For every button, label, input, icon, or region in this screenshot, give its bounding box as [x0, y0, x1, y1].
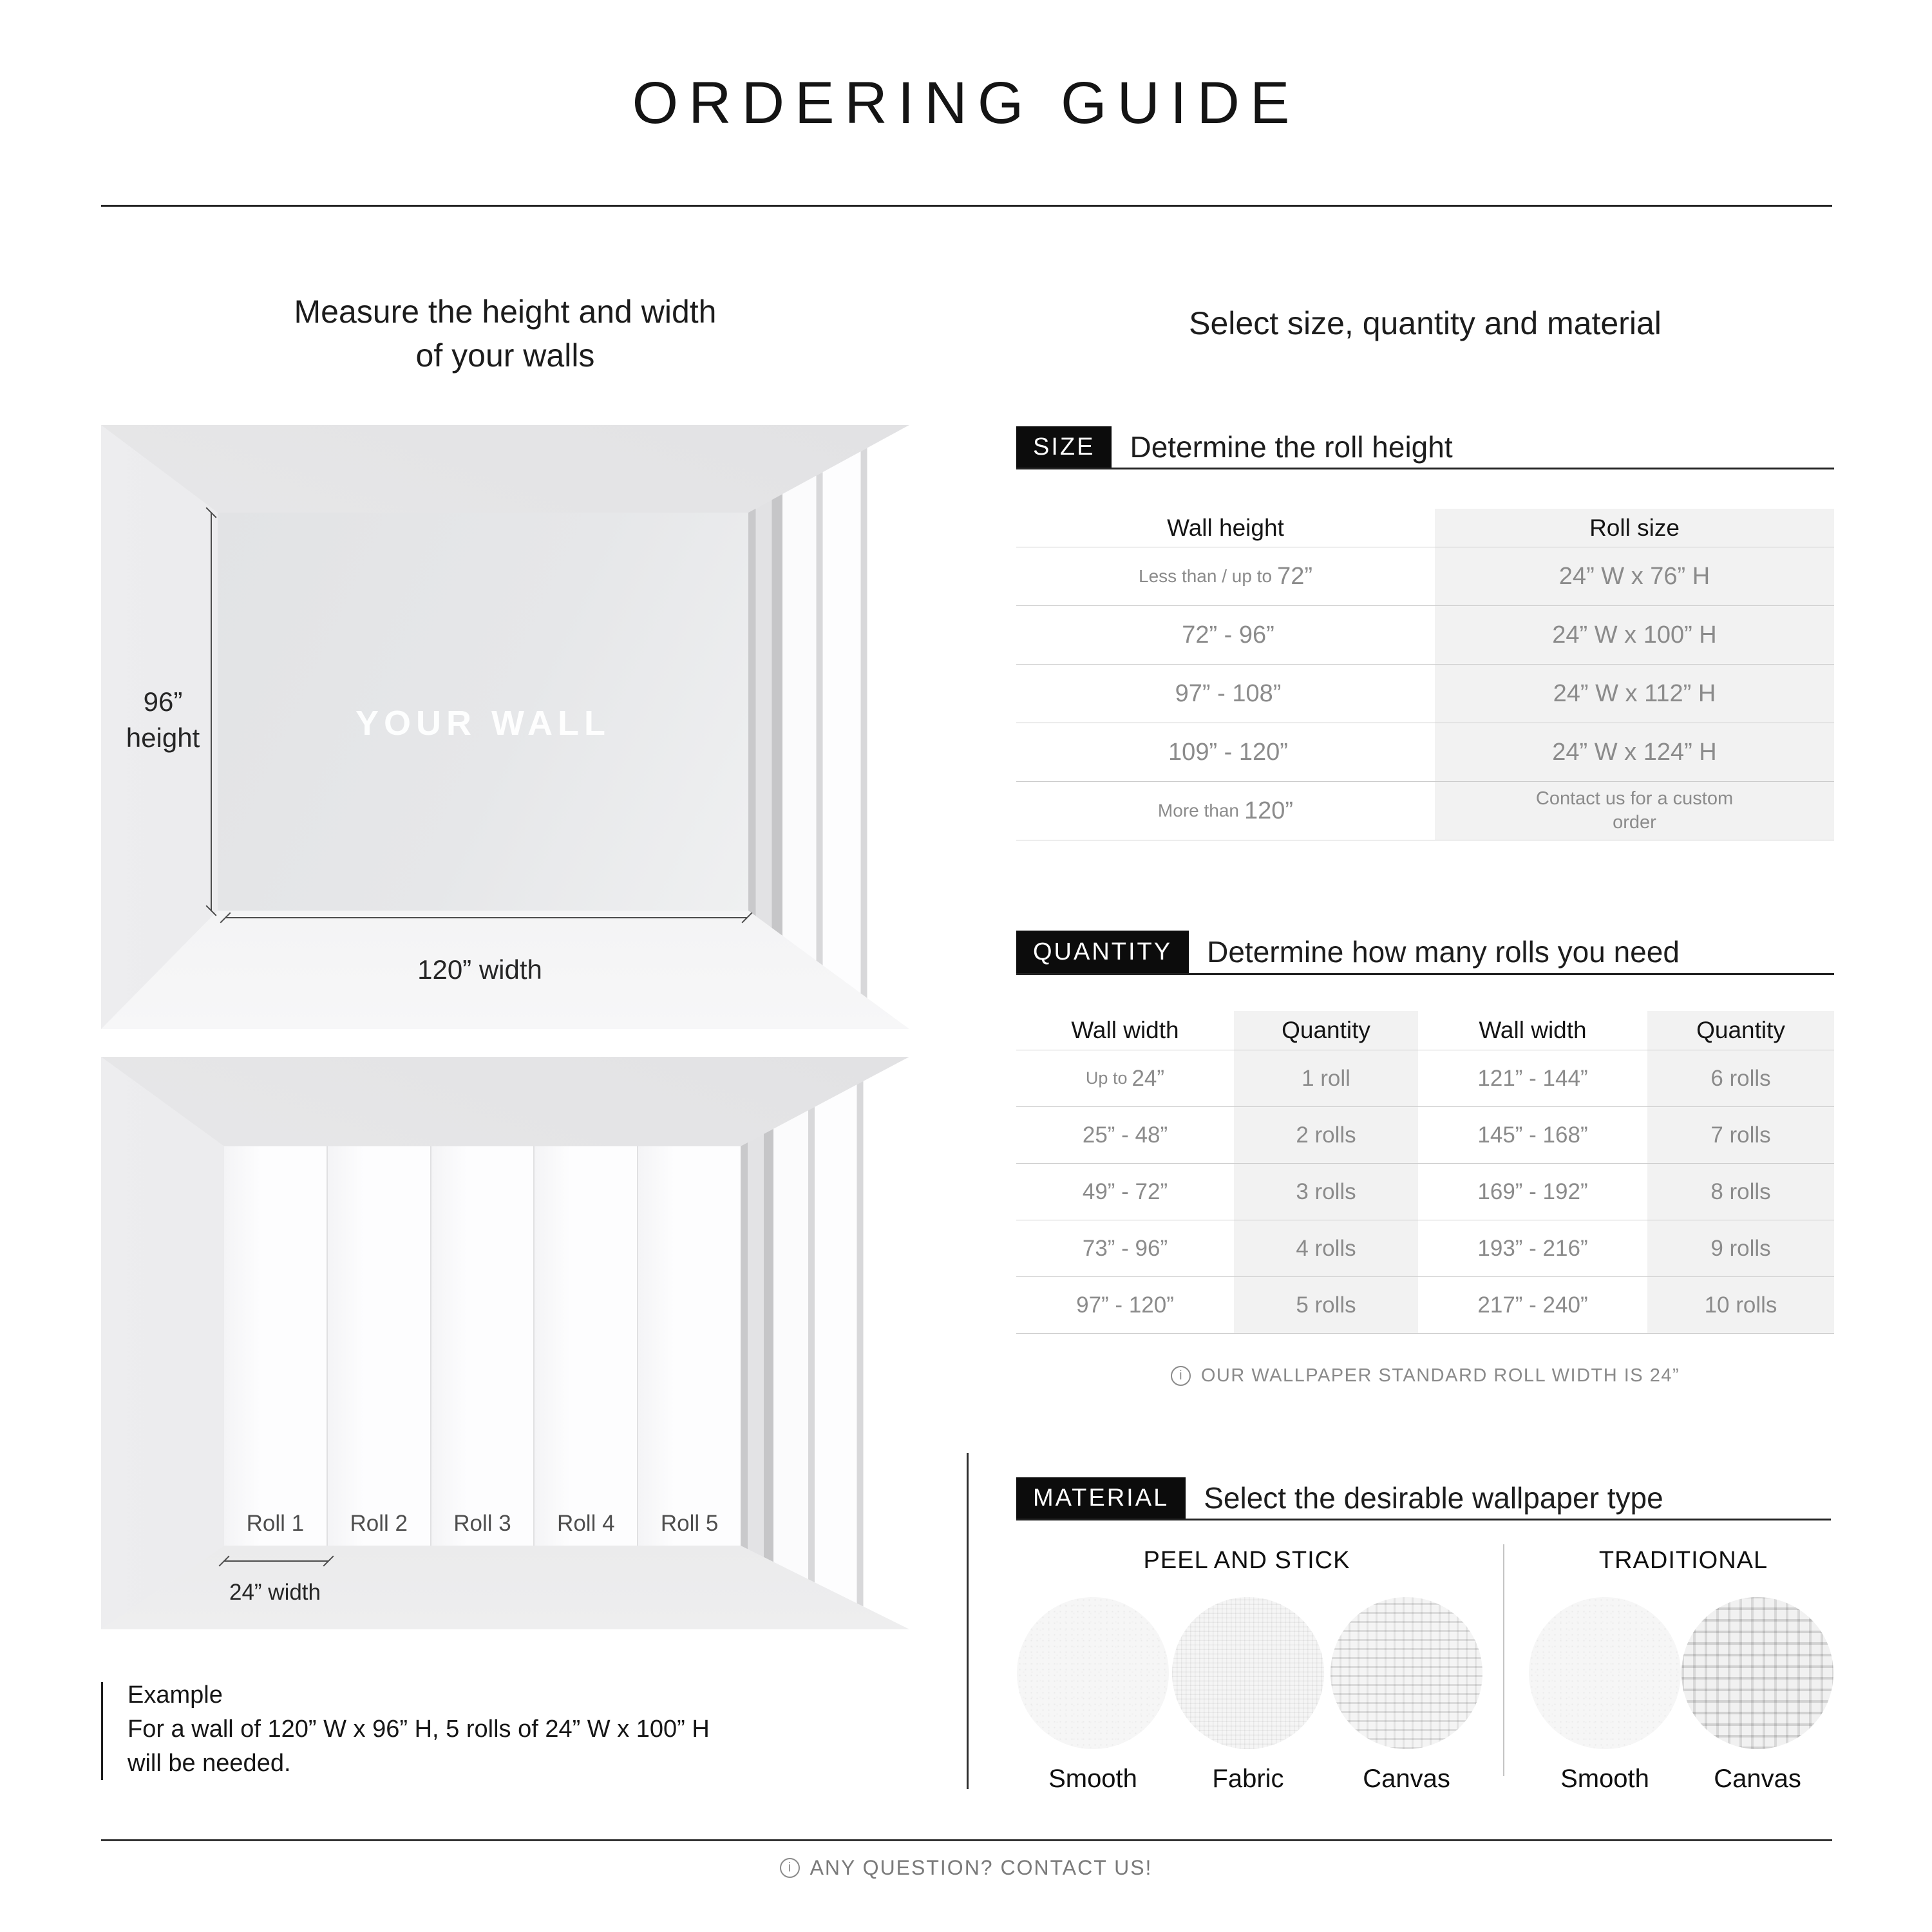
- qty-quantity-cell: 5 rolls: [1234, 1277, 1418, 1334]
- qty-wall-width-cell: 193” - 216”: [1418, 1220, 1647, 1277]
- qty-quantity-cell: 7 rolls: [1647, 1107, 1834, 1164]
- height-word: height: [126, 723, 200, 753]
- example-line1: For a wall of 120” W x 96” H, 5 rolls of 24” W x 100” H: [128, 1716, 710, 1743]
- roll-label: Roll 5: [660, 1511, 719, 1536]
- qty-col2-header: Quantity: [1282, 1017, 1370, 1043]
- swatch-label-fabric: Fabric: [1212, 1765, 1284, 1793]
- quantity-section-header: [1016, 931, 1834, 975]
- qty-col1-header: Wall width: [1071, 1017, 1179, 1043]
- qty-wall-width-cell: 49” - 72”: [1016, 1164, 1234, 1220]
- page-title: ORDERING GUIDE: [632, 70, 1300, 136]
- material-section-title: Select the desirable wallpaper type: [1204, 1481, 1663, 1515]
- roll-panel: [224, 1146, 328, 1546]
- swatch-peel-canvas: [1331, 1597, 1482, 1749]
- roll-label: Roll 4: [557, 1511, 615, 1536]
- column-divider: [967, 1453, 969, 1789]
- roll-width-note: [1016, 1365, 1834, 1387]
- size-section-header: [1016, 426, 1834, 469]
- left-heading-line1: Measure the height and width: [294, 294, 717, 330]
- size-row-roll-size: 24” W x 100” H: [1435, 606, 1834, 665]
- footer-note-text: ANY QUESTION? CONTACT US!: [810, 1856, 1153, 1879]
- left-heading-line2: of your walls: [415, 337, 595, 374]
- example-title: Example: [128, 1681, 223, 1709]
- footer-divider: [101, 1839, 1832, 1841]
- height-value: 96”: [143, 687, 183, 717]
- roll-panel: [638, 1146, 741, 1546]
- size-section-title: Determine the roll height: [1130, 430, 1453, 464]
- size-col-wall-height: Wall height: [1167, 514, 1284, 541]
- room-illustration-rolls: [101, 1057, 909, 1629]
- qty-col3-header: Wall width: [1479, 1017, 1587, 1043]
- width-dimension-label: 120” width: [417, 954, 542, 985]
- swatch-traditional-smooth: [1529, 1597, 1681, 1749]
- info-icon: [780, 1858, 800, 1878]
- peel-and-stick-label: PEEL AND STICK: [1143, 1547, 1350, 1574]
- qty-quantity-cell: 9 rolls: [1647, 1220, 1834, 1277]
- roll-width-label: 24” width: [229, 1580, 321, 1605]
- roll-label: Roll 3: [453, 1511, 511, 1536]
- right-column-heading: Select size, quantity and material: [1189, 305, 1662, 341]
- example-note: [128, 1678, 868, 1781]
- roll-label: Roll 1: [246, 1511, 305, 1536]
- width-dimension-line: [225, 917, 747, 918]
- size-row-wall-height: More than 120”: [1016, 782, 1435, 840]
- info-icon: [1171, 1366, 1191, 1386]
- size-row-wall-height: 72” - 96”: [1016, 606, 1435, 665]
- left-column-heading: [101, 290, 909, 377]
- swatch-label-smooth: Smooth: [1048, 1765, 1137, 1793]
- size-row-wall-height: 109” - 120”: [1016, 723, 1435, 782]
- swatch-label-canvas-traditional: Canvas: [1714, 1765, 1801, 1793]
- material-badge: MATERIAL: [1016, 1477, 1186, 1519]
- material-section-header: [1016, 1477, 1831, 1520]
- roll-panel-wall: [224, 1146, 741, 1546]
- quantity-badge: QUANTITY: [1016, 931, 1189, 973]
- size-table: [1016, 509, 1834, 840]
- size-badge: SIZE: [1016, 426, 1112, 468]
- traditional-label: TRADITIONAL: [1598, 1547, 1768, 1574]
- qty-quantity-cell: 1 roll: [1234, 1050, 1418, 1107]
- size-row-roll-size: 24” W x 124” H: [1435, 723, 1834, 782]
- size-row-roll-size: 24” W x 76” H: [1435, 547, 1834, 606]
- quantity-table: [1016, 1011, 1834, 1334]
- qty-wall-width-cell: 145” - 168”: [1418, 1107, 1647, 1164]
- qty-wall-width-cell: 169” - 192”: [1418, 1164, 1647, 1220]
- swatch-peel-smooth: [1017, 1597, 1169, 1749]
- swatch-traditional-canvas: [1681, 1597, 1833, 1749]
- swatch-label-smooth-traditional: Smooth: [1560, 1765, 1649, 1793]
- qty-wall-width-cell: 97” - 120”: [1016, 1277, 1234, 1334]
- qty-quantity-cell: 10 rolls: [1647, 1277, 1834, 1334]
- quantity-section-title: Determine how many rolls you need: [1207, 935, 1680, 969]
- size-row-roll-size: 24” W x 112” H: [1435, 665, 1834, 723]
- roll-width-dimension-line: [224, 1560, 328, 1562]
- footer-note: [0, 1856, 1932, 1880]
- qty-wall-width-cell: 217” - 240”: [1418, 1277, 1647, 1334]
- roll-panel: [328, 1146, 431, 1546]
- qty-quantity-cell: 8 rolls: [1647, 1164, 1834, 1220]
- qty-quantity-cell: 3 rolls: [1234, 1164, 1418, 1220]
- example-accent-bar: [101, 1682, 103, 1780]
- qty-wall-width-cell: Up to 24”: [1016, 1050, 1234, 1107]
- swatch-peel-fabric: [1172, 1597, 1324, 1749]
- roll-label: Roll 2: [350, 1511, 408, 1536]
- roll-width-note-text: OUR WALLPAPER STANDARD ROLL WIDTH IS 24”: [1200, 1365, 1680, 1386]
- size-row-wall-height: Less than / up to 72”: [1016, 547, 1435, 606]
- qty-quantity-cell: 4 rolls: [1234, 1220, 1418, 1277]
- qty-col4-header: Quantity: [1696, 1017, 1785, 1043]
- qty-wall-width-cell: 121” - 144”: [1418, 1050, 1647, 1107]
- size-row-wall-height: 97” - 108”: [1016, 665, 1435, 723]
- qty-wall-width-cell: 73” - 96”: [1016, 1220, 1234, 1277]
- height-dimension-label: [111, 684, 214, 756]
- qty-quantity-cell: 2 rolls: [1234, 1107, 1418, 1164]
- material-group-divider: [1503, 1544, 1504, 1776]
- title-divider: [101, 205, 1832, 207]
- room-illustration-measure: [101, 425, 909, 1029]
- size-col-roll-size: Roll size: [1589, 514, 1680, 541]
- swatch-label-canvas: Canvas: [1363, 1765, 1450, 1793]
- size-row-roll-size: Contact us for a custom order: [1435, 782, 1834, 840]
- qty-quantity-cell: 6 rolls: [1647, 1050, 1834, 1107]
- example-line2: will be needed.: [128, 1750, 291, 1777]
- qty-wall-width-cell: 25” - 48”: [1016, 1107, 1234, 1164]
- roll-panel: [535, 1146, 638, 1546]
- roll-panel: [431, 1146, 535, 1546]
- your-wall-label: YOUR WALL: [355, 704, 611, 743]
